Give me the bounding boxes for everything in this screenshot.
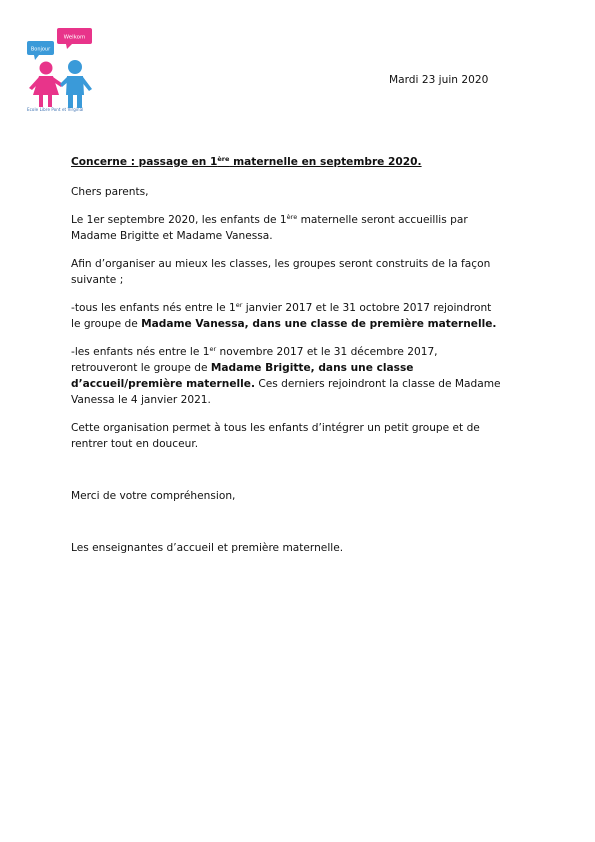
bold-text: Madame Brigitte, dans une classe — [210, 362, 414, 374]
greeting: Chers parents, — [71, 186, 149, 198]
paragraph-conclusion — [71, 420, 541, 452]
paragraph-text: maternelle seront accueillis par — [297, 214, 468, 226]
paragraph-text: Ces derniers rejoindront la classe de Madame — [254, 378, 501, 390]
bold-text: Madame Vanessa, dans une classe de première maternelle. — [141, 318, 497, 330]
paragraph-teachers — [71, 212, 541, 244]
subject-text: Concerne : passage en 1 — [71, 156, 218, 168]
paragraph-text: Cette organisation permet à tous les enfants d’intégrer un petit groupe et de — [71, 422, 480, 434]
superscript: ère — [286, 213, 298, 221]
superscript: er — [209, 345, 217, 353]
bubble-left-text: Bonjour — [30, 46, 51, 53]
paragraph-text: novembre 2017 et le 31 décembre 2017, — [216, 346, 438, 358]
paragraph-text: -tous les enfants nés entre le 1 — [71, 302, 236, 314]
subject-text-end: maternelle en septembre 2020. — [229, 156, 422, 168]
children-logo-icon — [26, 26, 98, 110]
paragraph-text: Madame Brigitte et Madame Vanessa. — [71, 230, 273, 242]
logo-caption: Ecole Libre Pont et Virginal — [27, 107, 84, 112]
paragraph-organisation — [71, 256, 541, 288]
bold-text: d’accueil/première maternelle. — [71, 378, 255, 390]
bubble-right-text: Welkom — [63, 34, 86, 41]
thanks-line: Merci de votre compréhension, — [71, 490, 236, 502]
superscript: er — [235, 301, 243, 309]
paragraph-text: Afin d’organiser au mieux les classes, les groupes seront construits de la façon — [71, 258, 491, 270]
signature-line: Les enseignantes d’accueil et première maternelle. — [71, 542, 344, 554]
paragraph-group-vanessa — [71, 300, 541, 332]
paragraph-text: retrouveront le groupe de — [71, 362, 211, 374]
letter-date: Mardi 23 juin 2020 — [389, 74, 489, 86]
paragraph-text: Le 1er septembre 2020, les enfants de 1 — [71, 214, 287, 226]
subject-line — [71, 154, 541, 170]
paragraph-text: Vanessa le 4 janvier 2021. — [71, 394, 211, 406]
subject-superscript: ère — [217, 155, 230, 163]
letter-body — [71, 154, 541, 556]
paragraph-text: suivante ; — [71, 274, 124, 286]
paragraph-text: rentrer tout en douceur. — [71, 438, 199, 450]
paragraph-text: janvier 2017 et le 31 octobre 2017 rejoindront — [242, 302, 492, 314]
paragraph-group-brigitte — [71, 344, 541, 408]
paragraph-text: le groupe de — [71, 318, 142, 330]
paragraph-text: -les enfants nés entre le 1 — [71, 346, 210, 358]
